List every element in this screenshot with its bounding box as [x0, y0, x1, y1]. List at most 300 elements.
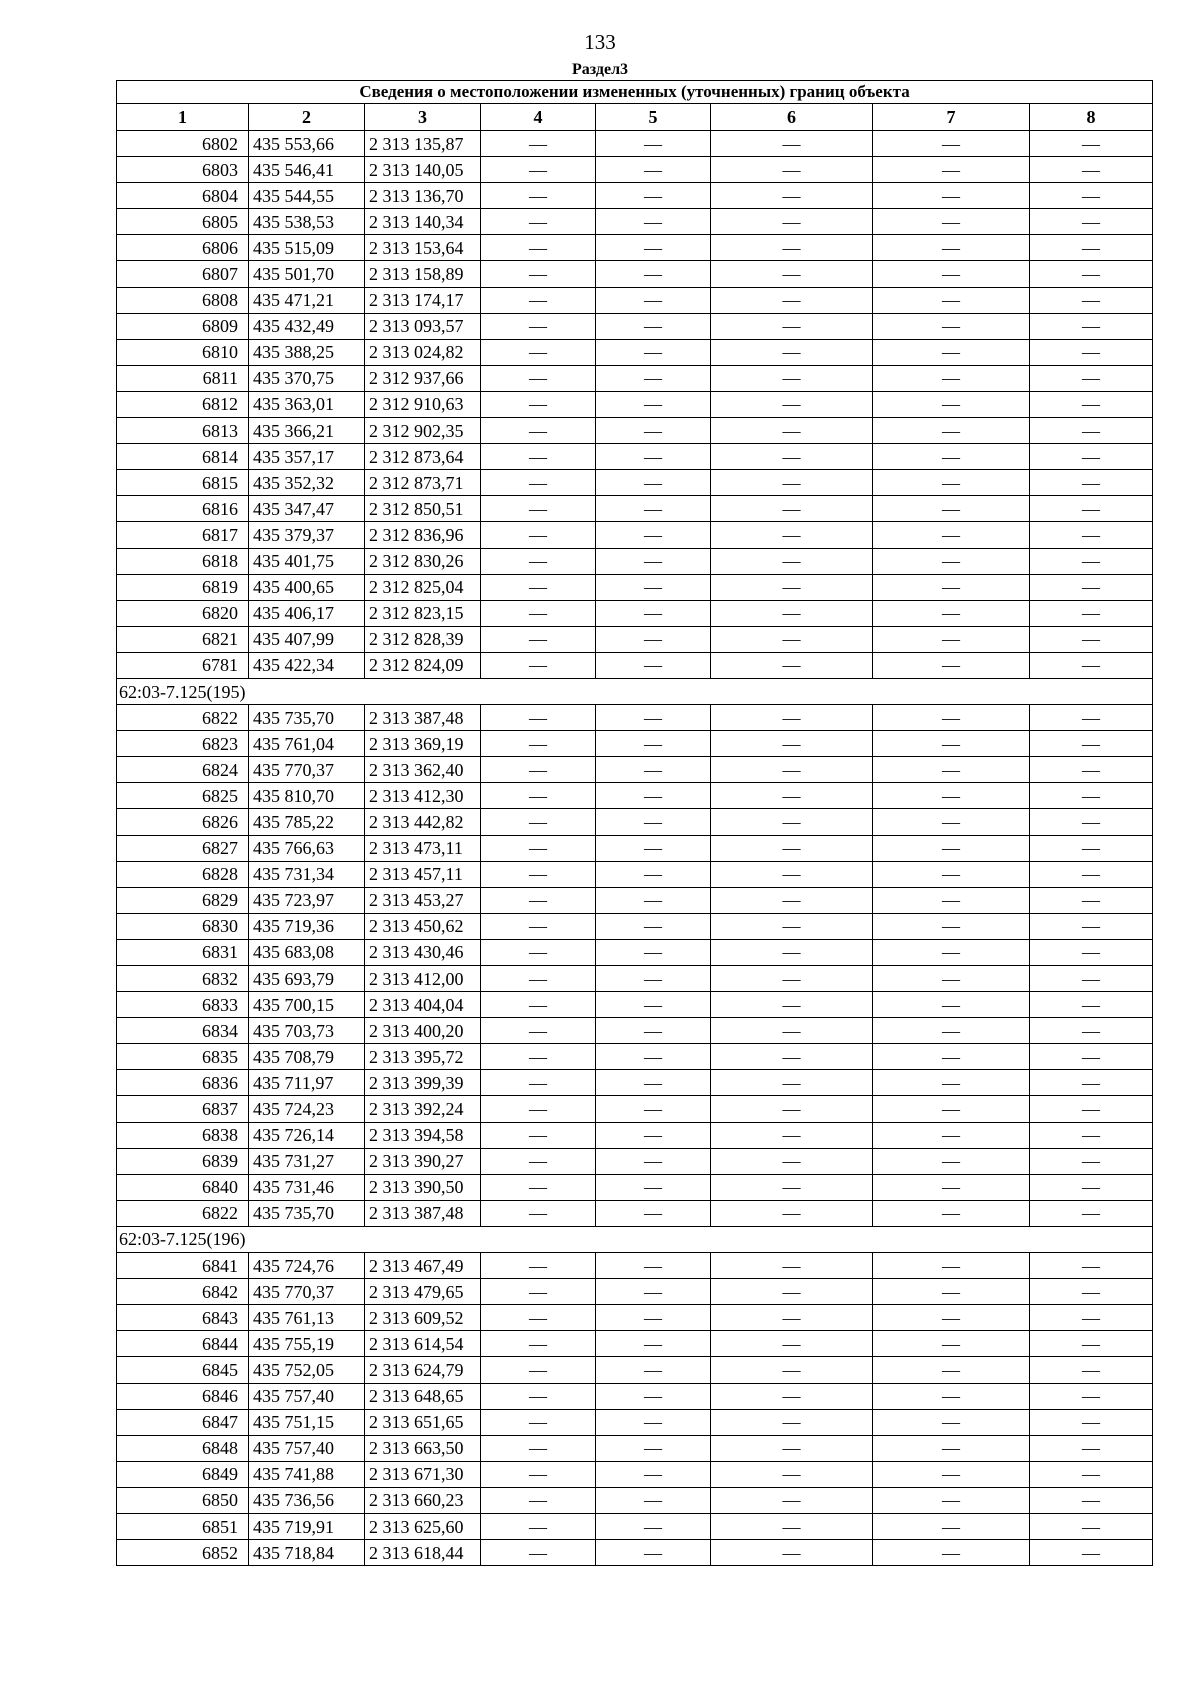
table-row [117, 887, 1153, 913]
x-coordinate-cell: 435 719,91 [249, 1513, 365, 1539]
x-coordinate-cell: 435 501,70 [249, 261, 365, 287]
empty-value-cell: — [1030, 861, 1153, 887]
y-coordinate-cell: 2 312 937,66 [365, 365, 481, 391]
x-coordinate-cell: 435 432,49 [249, 313, 365, 339]
empty-value-cell: — [481, 1305, 596, 1331]
empty-value-cell: — [481, 131, 596, 157]
y-coordinate-cell: 2 313 430,46 [365, 939, 481, 965]
empty-value-cell: — [1030, 1409, 1153, 1435]
empty-value-cell: — [596, 1383, 711, 1409]
table-row [117, 1305, 1153, 1331]
y-coordinate-cell: 2 312 873,64 [365, 444, 481, 470]
x-coordinate-cell: 435 357,17 [249, 444, 365, 470]
empty-value-cell: — [711, 1044, 873, 1070]
empty-value-cell: — [596, 1487, 711, 1513]
y-coordinate-cell: 2 313 136,70 [365, 183, 481, 209]
empty-value-cell: — [711, 1487, 873, 1513]
empty-value-cell: — [1030, 235, 1153, 261]
x-coordinate-cell: 435 700,15 [249, 992, 365, 1018]
point-number-cell: 6829 [117, 887, 249, 913]
empty-value-cell: — [481, 835, 596, 861]
empty-value-cell: — [711, 705, 873, 731]
empty-value-cell: — [596, 1200, 711, 1226]
point-number-cell: 6805 [117, 209, 249, 235]
empty-value-cell: — [711, 235, 873, 261]
table-row [117, 1279, 1153, 1305]
point-number-cell: 6841 [117, 1253, 249, 1279]
empty-value-cell: — [481, 600, 596, 626]
empty-value-cell: — [873, 1487, 1030, 1513]
x-coordinate-cell: 435 388,25 [249, 339, 365, 365]
empty-value-cell: — [711, 548, 873, 574]
empty-value-cell: — [481, 365, 596, 391]
empty-value-cell: — [481, 1383, 596, 1409]
empty-value-cell: — [873, 861, 1030, 887]
empty-value-cell: — [481, 522, 596, 548]
y-coordinate-cell: 2 312 828,39 [365, 626, 481, 652]
table-row [117, 1044, 1153, 1070]
empty-value-cell: — [596, 757, 711, 783]
x-coordinate-cell: 435 741,88 [249, 1461, 365, 1487]
empty-value-cell: — [596, 600, 711, 626]
empty-value-cell: — [873, 1044, 1030, 1070]
y-coordinate-cell: 2 313 625,60 [365, 1513, 481, 1539]
empty-value-cell: — [481, 548, 596, 574]
column-header: 4 [481, 104, 596, 131]
empty-value-cell: — [1030, 1200, 1153, 1226]
empty-value-cell: — [596, 131, 711, 157]
table-row [117, 1122, 1153, 1148]
empty-value-cell: — [596, 157, 711, 183]
empty-value-cell: — [1030, 1122, 1153, 1148]
table-row [117, 757, 1153, 783]
empty-value-cell: — [873, 1540, 1030, 1566]
table-row [117, 626, 1153, 652]
empty-value-cell: — [481, 574, 596, 600]
x-coordinate-cell: 435 735,70 [249, 705, 365, 731]
empty-value-cell: — [481, 496, 596, 522]
point-number-cell: 6814 [117, 444, 249, 470]
point-number-cell: 6836 [117, 1070, 249, 1096]
point-number-cell: 6803 [117, 157, 249, 183]
column-header: 3 [365, 104, 481, 131]
empty-value-cell: — [711, 131, 873, 157]
table-row [117, 1435, 1153, 1461]
y-coordinate-cell: 2 313 362,40 [365, 757, 481, 783]
empty-value-cell: — [711, 757, 873, 783]
empty-value-cell: — [596, 1044, 711, 1070]
empty-value-cell: — [481, 287, 596, 313]
x-coordinate-cell: 435 785,22 [249, 809, 365, 835]
empty-value-cell: — [711, 418, 873, 444]
empty-value-cell: — [711, 652, 873, 678]
empty-value-cell: — [711, 600, 873, 626]
empty-value-cell: — [481, 939, 596, 965]
empty-value-cell: — [711, 966, 873, 992]
empty-value-cell: — [1030, 1435, 1153, 1461]
empty-value-cell: — [1030, 600, 1153, 626]
x-coordinate-cell: 435 766,63 [249, 835, 365, 861]
empty-value-cell: — [711, 1018, 873, 1044]
x-coordinate-cell: 435 731,34 [249, 861, 365, 887]
y-coordinate-cell: 2 313 369,19 [365, 731, 481, 757]
table-row [117, 1070, 1153, 1096]
empty-value-cell: — [711, 183, 873, 209]
table-row [117, 913, 1153, 939]
table-caption-row [117, 81, 1153, 104]
empty-value-cell: — [873, 261, 1030, 287]
empty-value-cell: — [596, 809, 711, 835]
empty-value-cell: — [711, 835, 873, 861]
point-number-cell: 6839 [117, 1148, 249, 1174]
x-coordinate-cell: 435 708,79 [249, 1044, 365, 1070]
empty-value-cell: — [1030, 522, 1153, 548]
table-row [117, 1383, 1153, 1409]
empty-value-cell: — [481, 783, 596, 809]
empty-value-cell: — [596, 287, 711, 313]
empty-value-cell: — [873, 1096, 1030, 1122]
empty-value-cell: — [873, 574, 1030, 600]
table-row [117, 1540, 1153, 1566]
x-coordinate-cell: 435 538,53 [249, 209, 365, 235]
empty-value-cell: — [596, 365, 711, 391]
x-coordinate-cell: 435 757,40 [249, 1383, 365, 1409]
table-row [117, 1461, 1153, 1487]
table-row [117, 600, 1153, 626]
x-coordinate-cell: 435 718,84 [249, 1540, 365, 1566]
point-number-cell: 6832 [117, 966, 249, 992]
empty-value-cell: — [711, 861, 873, 887]
x-coordinate-cell: 435 770,37 [249, 1279, 365, 1305]
table-row [117, 1513, 1153, 1539]
empty-value-cell: — [711, 1383, 873, 1409]
group-label: 62:03-7.125(195) [117, 678, 1153, 704]
x-coordinate-cell: 435 770,37 [249, 757, 365, 783]
point-number-cell: 6817 [117, 522, 249, 548]
table-row [117, 209, 1153, 235]
x-coordinate-cell: 435 761,13 [249, 1305, 365, 1331]
point-number-cell: 6808 [117, 287, 249, 313]
empty-value-cell: — [1030, 835, 1153, 861]
point-number-cell: 6818 [117, 548, 249, 574]
y-coordinate-cell: 2 313 024,82 [365, 339, 481, 365]
empty-value-cell: — [1030, 1044, 1153, 1070]
empty-value-cell: — [873, 365, 1030, 391]
empty-value-cell: — [873, 209, 1030, 235]
empty-value-cell: — [873, 1383, 1030, 1409]
empty-value-cell: — [873, 1018, 1030, 1044]
table-row [117, 261, 1153, 287]
empty-value-cell: — [596, 1513, 711, 1539]
empty-value-cell: — [1030, 992, 1153, 1018]
point-number-cell: 6828 [117, 861, 249, 887]
y-coordinate-cell: 2 313 140,05 [365, 157, 481, 183]
empty-value-cell: — [596, 1253, 711, 1279]
empty-value-cell: — [1030, 1540, 1153, 1566]
empty-value-cell: — [873, 809, 1030, 835]
table-row [117, 966, 1153, 992]
table-row [117, 287, 1153, 313]
y-coordinate-cell: 2 312 825,04 [365, 574, 481, 600]
empty-value-cell: — [873, 731, 1030, 757]
empty-value-cell: — [1030, 209, 1153, 235]
empty-value-cell: — [873, 1200, 1030, 1226]
y-coordinate-cell: 2 313 651,65 [365, 1409, 481, 1435]
table-row [117, 313, 1153, 339]
empty-value-cell: — [1030, 261, 1153, 287]
empty-value-cell: — [873, 418, 1030, 444]
empty-value-cell: — [873, 992, 1030, 1018]
y-coordinate-cell: 2 313 400,20 [365, 1018, 481, 1044]
empty-value-cell: — [873, 1461, 1030, 1487]
empty-value-cell: — [873, 626, 1030, 652]
y-coordinate-cell: 2 313 390,27 [365, 1148, 481, 1174]
empty-value-cell: — [711, 365, 873, 391]
empty-value-cell: — [711, 1513, 873, 1539]
empty-value-cell: — [481, 444, 596, 470]
point-number-cell: 6850 [117, 1487, 249, 1513]
y-coordinate-cell: 2 313 450,62 [365, 913, 481, 939]
empty-value-cell: — [481, 1461, 596, 1487]
point-number-cell: 6845 [117, 1357, 249, 1383]
empty-value-cell: — [481, 913, 596, 939]
x-coordinate-cell: 435 735,70 [249, 1200, 365, 1226]
empty-value-cell: — [873, 913, 1030, 939]
point-number-cell: 6813 [117, 418, 249, 444]
empty-value-cell: — [873, 783, 1030, 809]
point-number-cell: 6843 [117, 1305, 249, 1331]
table-row [117, 339, 1153, 365]
point-number-cell: 6824 [117, 757, 249, 783]
empty-value-cell: — [711, 887, 873, 913]
y-coordinate-cell: 2 312 824,09 [365, 652, 481, 678]
empty-value-cell: — [1030, 418, 1153, 444]
table-row [117, 235, 1153, 261]
x-coordinate-cell: 435 366,21 [249, 418, 365, 444]
empty-value-cell: — [481, 992, 596, 1018]
empty-value-cell: — [873, 705, 1030, 731]
empty-value-cell: — [711, 1461, 873, 1487]
x-coordinate-cell: 435 724,23 [249, 1096, 365, 1122]
x-coordinate-cell: 435 723,97 [249, 887, 365, 913]
y-coordinate-cell: 2 313 153,64 [365, 235, 481, 261]
x-coordinate-cell: 435 731,46 [249, 1174, 365, 1200]
empty-value-cell: — [1030, 705, 1153, 731]
empty-value-cell: — [596, 1461, 711, 1487]
empty-value-cell: — [596, 470, 711, 496]
empty-value-cell: — [596, 444, 711, 470]
x-coordinate-cell: 435 406,17 [249, 600, 365, 626]
table-caption: Сведения о местоположении измененных (уточненных) границ объекта [117, 81, 1153, 104]
point-number-cell: 6823 [117, 731, 249, 757]
table-row [117, 1096, 1153, 1122]
empty-value-cell: — [873, 1513, 1030, 1539]
group-label: 62:03-7.125(196) [117, 1226, 1153, 1252]
empty-value-cell: — [711, 391, 873, 417]
empty-value-cell: — [1030, 548, 1153, 574]
empty-value-cell: — [481, 861, 596, 887]
table-row [117, 391, 1153, 417]
point-number-cell: 6846 [117, 1383, 249, 1409]
empty-value-cell: — [873, 1435, 1030, 1461]
empty-value-cell: — [1030, 966, 1153, 992]
empty-value-cell: — [596, 209, 711, 235]
y-coordinate-cell: 2 313 412,00 [365, 966, 481, 992]
table-row [117, 444, 1153, 470]
empty-value-cell: — [873, 313, 1030, 339]
empty-value-cell: — [873, 522, 1030, 548]
point-number-cell: 6802 [117, 131, 249, 157]
table-row [117, 1331, 1153, 1357]
x-coordinate-cell: 435 363,01 [249, 391, 365, 417]
empty-value-cell: — [1030, 1279, 1153, 1305]
point-number-cell: 6815 [117, 470, 249, 496]
empty-value-cell: — [481, 757, 596, 783]
group-header-row [117, 1226, 1153, 1252]
empty-value-cell: — [873, 1122, 1030, 1148]
empty-value-cell: — [481, 1540, 596, 1566]
empty-value-cell: — [1030, 131, 1153, 157]
y-coordinate-cell: 2 313 609,52 [365, 1305, 481, 1331]
table-row [117, 783, 1153, 809]
empty-value-cell: — [481, 731, 596, 757]
empty-value-cell: — [481, 1096, 596, 1122]
column-header: 6 [711, 104, 873, 131]
empty-value-cell: — [596, 1409, 711, 1435]
empty-value-cell: — [873, 1305, 1030, 1331]
empty-value-cell: — [596, 339, 711, 365]
table-row [117, 652, 1153, 678]
empty-value-cell: — [711, 783, 873, 809]
empty-value-cell: — [481, 157, 596, 183]
x-coordinate-cell: 435 515,09 [249, 235, 365, 261]
y-coordinate-cell: 2 313 404,04 [365, 992, 481, 1018]
empty-value-cell: — [1030, 731, 1153, 757]
empty-value-cell: — [596, 1122, 711, 1148]
empty-value-cell: — [711, 470, 873, 496]
y-coordinate-cell: 2 313 174,17 [365, 287, 481, 313]
empty-value-cell: — [1030, 1383, 1153, 1409]
empty-value-cell: — [1030, 1018, 1153, 1044]
empty-value-cell: — [711, 339, 873, 365]
empty-value-cell: — [596, 705, 711, 731]
empty-value-cell: — [596, 548, 711, 574]
empty-value-cell: — [1030, 574, 1153, 600]
empty-value-cell: — [873, 966, 1030, 992]
empty-value-cell: — [1030, 939, 1153, 965]
empty-value-cell: — [481, 652, 596, 678]
empty-value-cell: — [596, 1540, 711, 1566]
x-coordinate-cell: 435 724,76 [249, 1253, 365, 1279]
empty-value-cell: — [596, 1279, 711, 1305]
empty-value-cell: — [711, 1357, 873, 1383]
empty-value-cell: — [711, 1540, 873, 1566]
point-number-cell: 6804 [117, 183, 249, 209]
empty-value-cell: — [596, 835, 711, 861]
empty-value-cell: — [596, 913, 711, 939]
table-row [117, 183, 1153, 209]
empty-value-cell: — [711, 1122, 873, 1148]
point-number-cell: 6806 [117, 235, 249, 261]
y-coordinate-cell: 2 313 614,54 [365, 1331, 481, 1357]
table-row [117, 1018, 1153, 1044]
empty-value-cell: — [596, 313, 711, 339]
x-coordinate-cell: 435 400,65 [249, 574, 365, 600]
boundary-coordinates-table [116, 80, 1153, 1566]
table-row [117, 809, 1153, 835]
empty-value-cell: — [711, 1253, 873, 1279]
empty-value-cell: — [873, 131, 1030, 157]
table-row [117, 131, 1153, 157]
empty-value-cell: — [711, 287, 873, 313]
point-number-cell: 6807 [117, 261, 249, 287]
empty-value-cell: — [481, 705, 596, 731]
empty-value-cell: — [596, 391, 711, 417]
table-row [117, 470, 1153, 496]
empty-value-cell: — [481, 470, 596, 496]
x-coordinate-cell: 435 703,73 [249, 1018, 365, 1044]
y-coordinate-cell: 2 313 663,50 [365, 1435, 481, 1461]
empty-value-cell: — [481, 1174, 596, 1200]
empty-value-cell: — [481, 1044, 596, 1070]
y-coordinate-cell: 2 313 387,48 [365, 705, 481, 731]
page-number: 133 [584, 30, 616, 54]
empty-value-cell: — [596, 939, 711, 965]
y-coordinate-cell: 2 312 830,26 [365, 548, 481, 574]
point-number-cell: 6834 [117, 1018, 249, 1044]
empty-value-cell: — [481, 261, 596, 287]
empty-value-cell: — [481, 1122, 596, 1148]
empty-value-cell: — [596, 418, 711, 444]
empty-value-cell: — [596, 1148, 711, 1174]
empty-value-cell: — [711, 1096, 873, 1122]
empty-value-cell: — [1030, 1253, 1153, 1279]
empty-value-cell: — [596, 1435, 711, 1461]
table-row [117, 365, 1153, 391]
empty-value-cell: — [1030, 1487, 1153, 1513]
empty-value-cell: — [873, 1148, 1030, 1174]
x-coordinate-cell: 435 726,14 [249, 1122, 365, 1148]
point-number-cell: 6831 [117, 939, 249, 965]
y-coordinate-cell: 2 312 902,35 [365, 418, 481, 444]
table-row [117, 496, 1153, 522]
x-coordinate-cell: 435 731,27 [249, 1148, 365, 1174]
empty-value-cell: — [873, 887, 1030, 913]
x-coordinate-cell: 435 370,75 [249, 365, 365, 391]
empty-value-cell: — [711, 1200, 873, 1226]
column-header: 7 [873, 104, 1030, 131]
point-number-cell: 6830 [117, 913, 249, 939]
empty-value-cell: — [711, 1174, 873, 1200]
table-row [117, 992, 1153, 1018]
empty-value-cell: — [1030, 470, 1153, 496]
table-row [117, 1200, 1153, 1226]
empty-value-cell: — [481, 183, 596, 209]
empty-value-cell: — [873, 157, 1030, 183]
empty-value-cell: — [711, 1279, 873, 1305]
column-header: 1 [117, 104, 249, 131]
table-row [117, 705, 1153, 731]
empty-value-cell: — [1030, 1096, 1153, 1122]
point-number-cell: 6822 [117, 705, 249, 731]
empty-value-cell: — [596, 731, 711, 757]
empty-value-cell: — [481, 1070, 596, 1096]
empty-value-cell: — [873, 287, 1030, 313]
empty-value-cell: — [711, 809, 873, 835]
table-row [117, 157, 1153, 183]
y-coordinate-cell: 2 313 648,65 [365, 1383, 481, 1409]
empty-value-cell: — [481, 418, 596, 444]
